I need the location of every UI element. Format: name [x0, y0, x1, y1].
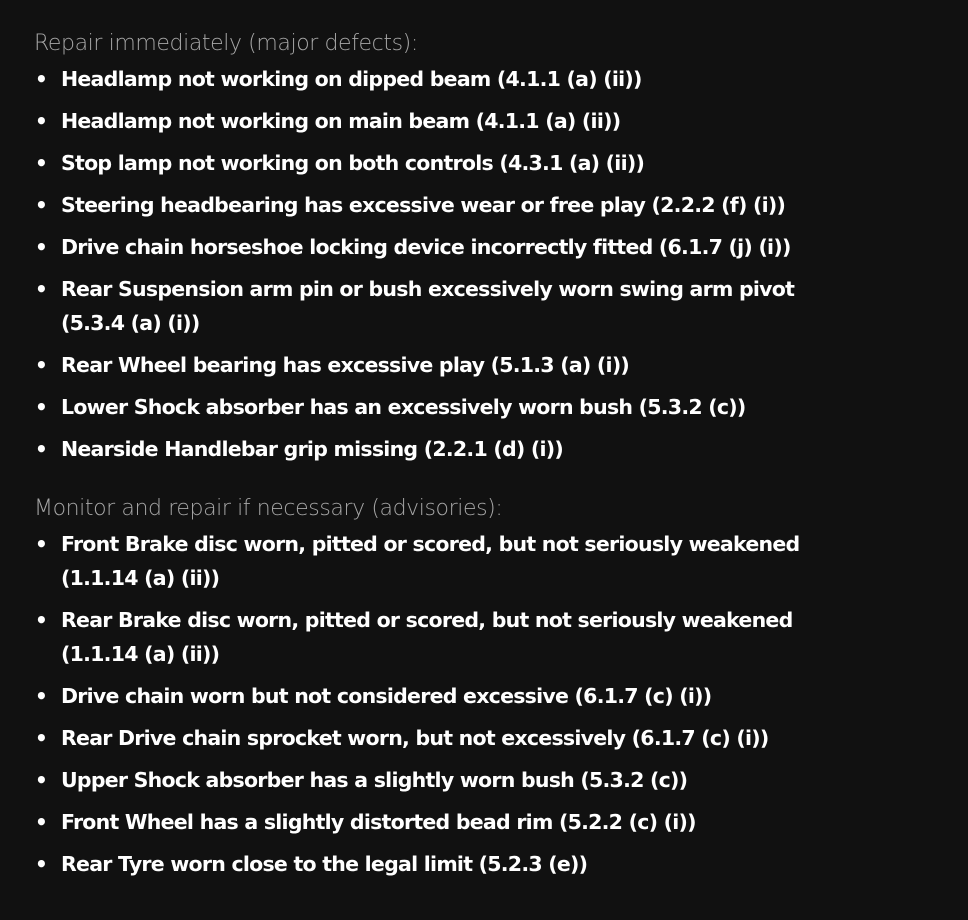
advisory-text: Drive chain worn but not considered excessive (6.1.7 (c) (i)) — [61, 684, 712, 708]
defect-text: Lower Shock absorber has an excessively worn bush (5.3.2 (c)) — [61, 395, 746, 419]
defect-text: Headlamp not working on dipped beam (4.1.1 (a) (ii)) — [61, 67, 642, 91]
defect-text-line-1: Rear Suspension arm pin or bush excessively worn swing arm pivot — [61, 277, 795, 301]
advisory-text — [61, 603, 921, 671]
list-item — [34, 679, 934, 713]
bullet-icon: • — [35, 277, 48, 301]
list-item — [34, 527, 934, 595]
defect-text: Stop lamp not working on both controls (4.3.1 (a) (ii)) — [61, 151, 645, 175]
list-item — [34, 432, 934, 466]
bullet-icon: • — [35, 395, 48, 419]
advisory-text: Rear Tyre worn close to the legal limit (5.2.3 (e)) — [61, 852, 588, 876]
defect-text: Drive chain horseshoe locking device incorrectly fitted (6.1.7 (j) (i)) — [61, 235, 791, 259]
advisory-text — [61, 527, 921, 595]
list-item — [34, 847, 934, 881]
defect-text-line-2: (5.3.4 (a) (i)) — [61, 311, 200, 335]
defect-text: Steering headbearing has excessive wear or free play (2.2.2 (f) (i)) — [61, 193, 786, 217]
defect-text: Nearside Handlebar grip missing (2.2.1 (d) (i)) — [61, 437, 564, 461]
advisory-text-line-2: (1.1.14 (a) (ii)) — [61, 566, 220, 590]
list-item — [34, 348, 934, 382]
advisory-text: Rear Drive chain sprocket worn, but not excessively (6.1.7 (c) (i)) — [61, 726, 769, 750]
advisories-list — [34, 527, 934, 881]
bullet-icon: • — [35, 67, 48, 91]
list-item — [34, 230, 934, 264]
list-item — [34, 390, 934, 424]
defect-text: Headlamp not working on main beam (4.1.1 (a) (ii)) — [61, 109, 621, 133]
bullet-icon: • — [35, 353, 48, 377]
list-item — [34, 763, 934, 797]
list-item — [34, 603, 934, 671]
advisory-text-line-1: Front Brake disc worn, pitted or scored, but not seriously weakened — [61, 532, 800, 556]
advisories-section — [34, 495, 934, 889]
bullet-icon: • — [35, 684, 48, 708]
advisory-text-line-1: Rear Brake disc worn, pitted or scored, but not seriously weakened — [61, 608, 793, 632]
list-item — [34, 721, 934, 755]
list-item — [34, 188, 934, 222]
bullet-icon: • — [35, 810, 48, 834]
list-item — [34, 104, 934, 138]
bullet-icon: • — [35, 193, 48, 217]
bullet-icon: • — [35, 852, 48, 876]
bullet-icon: • — [35, 437, 48, 461]
bullet-icon: • — [35, 151, 48, 175]
bullet-icon: • — [35, 768, 48, 792]
defect-text — [61, 272, 921, 340]
list-item — [34, 146, 934, 180]
list-item — [34, 272, 934, 340]
bullet-icon: • — [35, 109, 48, 133]
advisory-text-line-2: (1.1.14 (a) (ii)) — [61, 642, 220, 666]
bullet-icon: • — [35, 726, 48, 750]
bullet-icon: • — [35, 235, 48, 259]
bullet-icon: • — [35, 608, 48, 632]
defect-text: Rear Wheel bearing has excessive play (5.1.3 (a) (i)) — [61, 353, 630, 377]
major-defects-list — [34, 62, 934, 466]
advisories-heading: Monitor and repair if necessary (advisories): — [34, 496, 503, 521]
list-item — [34, 805, 934, 839]
advisory-text: Upper Shock absorber has a slightly worn bush (5.3.2 (c)) — [61, 768, 688, 792]
major-defects-section — [34, 30, 934, 474]
bullet-icon: • — [35, 532, 48, 556]
advisory-text: Front Wheel has a slightly distorted bead rim (5.2.2 (c) (i)) — [61, 810, 696, 834]
major-defects-heading: Repair immediately (major defects): — [34, 31, 418, 56]
list-item — [34, 62, 934, 96]
